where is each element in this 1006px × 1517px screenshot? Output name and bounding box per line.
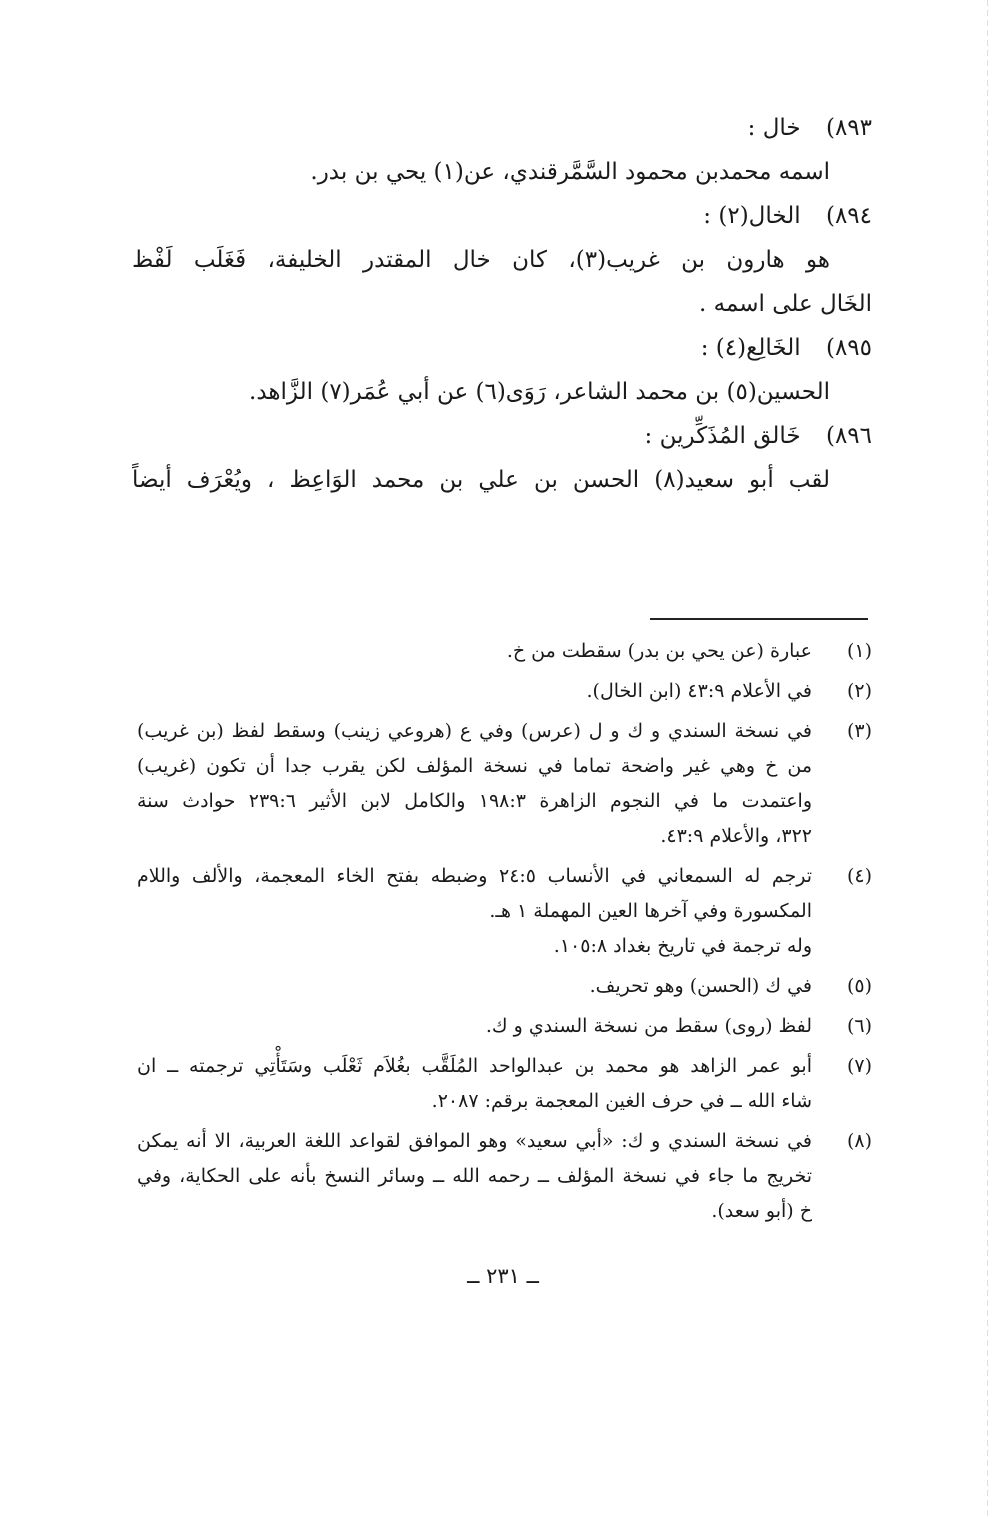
entry-number: ٨٩٤) <box>825 203 872 229</box>
footnote-line: تخريج ما جاء في نسخة المؤلف ــ رحمه الله ــ وسائر النسخ بأنه على الحكاية، وفي <box>137 1165 812 1187</box>
footnote-line: ترجم له السمعاني في الأنساب ٢٤:٥ وضبطه بفتح الخاء المعجمة، والألف واللام <box>137 865 812 887</box>
footnote-number: (١) <box>846 640 872 662</box>
footnote <box>137 1049 872 1119</box>
footnote-line: من خ وهي غير واضحة تماما في نسخة المؤلف لكن يقرب جدا أن تكون (غريب) <box>137 755 812 777</box>
footnote-body <box>137 634 812 669</box>
footnote <box>137 714 872 854</box>
main-text <box>132 106 872 502</box>
footnote-body <box>137 674 812 709</box>
footnote-number: (٨) <box>846 1130 872 1152</box>
entry-number: ٨٩٣) <box>825 115 872 141</box>
footnote <box>137 634 872 669</box>
footnote-line: في نسخة السندي و ك و ل (عرس) وفي ع (هروعي زينب) وسقط لفظ (بن غريب) <box>137 720 812 742</box>
footnote-body <box>137 1009 812 1044</box>
entry-title: خَالق المُذَكِّرين : <box>644 423 801 449</box>
footnote-number: (٤) <box>846 865 872 887</box>
footnote-line: المكسورة وفي آخرها العين المهملة ١ هـ. <box>489 900 812 922</box>
footnote-line: خ (أبو سعد). <box>711 1200 812 1222</box>
entry-title: الخَالِع(٤) : <box>700 335 801 361</box>
footnote <box>137 1124 872 1229</box>
footnote-line: لفظ (روى) سقط من نسخة السندي و ك. <box>485 1015 812 1037</box>
entry-body-line: الحسين(٥) بن محمد الشاعر، رَوَى(٦) عن أبي عُمَر(٧) الزَّاهد. <box>249 379 830 405</box>
footnote-number: (٥) <box>846 975 872 997</box>
entry-title: الخال(٢) : <box>703 203 801 229</box>
footnote <box>137 674 872 709</box>
footnote-line: وله ترجمة في تاريخ بغداد ١٠٥:٨. <box>553 935 812 957</box>
page-number: ــ ٢٣١ ــ <box>467 1264 539 1288</box>
footnote-number: (٢) <box>846 680 872 702</box>
footnote <box>137 1009 872 1044</box>
footnote-body <box>137 969 812 1004</box>
entry-heading <box>132 106 872 150</box>
entry-body-line: الخَال على اسمه . <box>698 291 872 317</box>
entry-number: ٨٩٦) <box>825 423 872 449</box>
footnote <box>137 859 872 964</box>
entry-heading <box>132 194 872 238</box>
scan-edge-line <box>987 0 988 1517</box>
footnote-number: (٧) <box>846 1055 872 1077</box>
footnote-body <box>137 859 812 964</box>
footnote-number: (٣) <box>846 720 872 742</box>
footnote-line: واعتمدت ما في النجوم الزاهرة ١٩٨:٣ والكامل لابن الأثير ٢٣٩:٦ حوادث سنة <box>137 790 813 812</box>
footnote-line: في نسخة السندي و ك: «أبي سعيد» وهو الموافق لقواعد اللغة العربية، الا أنه يمكن <box>137 1130 812 1152</box>
footnote-line: في ك (الحسن) وهو تحريف. <box>589 975 812 997</box>
entry-heading <box>132 326 872 370</box>
footnote-line: عبارة (عن يحي بن بدر) سقطت من خ. <box>506 640 812 662</box>
footnote <box>137 969 872 1004</box>
entry-heading <box>132 414 872 458</box>
footnote-separator <box>650 618 868 620</box>
footnote-line: شاء الله ــ في حرف الغين المعجمة برقم: ٢٠٨٧. <box>431 1090 812 1112</box>
footnote-body <box>137 714 812 854</box>
entry-title: خال : <box>747 115 801 141</box>
entry-body-line: هو هارون بن غريب(٣)، كان خال المقتدر الخليفة، فَغَلَب لَفْظ <box>132 247 831 273</box>
entry-body-line: لقب أبو سعيد(٨) الحسن بن علي بن محمد الوَاعِظ ، ويُعْرَف أيضاً <box>132 467 830 493</box>
entry-number: ٨٩٥) <box>825 335 872 361</box>
entry-body-line: اسمه محمدبن محمود السَّمَّرقندي، عن(١) يحي بن بدر. <box>310 159 830 185</box>
footnotes <box>137 634 872 1234</box>
footnote-number: (٦) <box>846 1015 872 1037</box>
footnote-line: أبو عمر الزاهد هو محمد بن عبدالواحد المُلَقَّب بغُلاَم ثَعْلَب وسَتَأْتِي ترجمته ــ ان <box>137 1055 812 1077</box>
footnote-body <box>137 1124 812 1229</box>
footnote-line: في الأعلام ٤٣:٩ (ابن الخال). <box>586 680 812 702</box>
footnote-body <box>137 1049 812 1119</box>
footnote-line: ٣٢٢، والأعلام ٤٣:٩. <box>660 825 812 847</box>
